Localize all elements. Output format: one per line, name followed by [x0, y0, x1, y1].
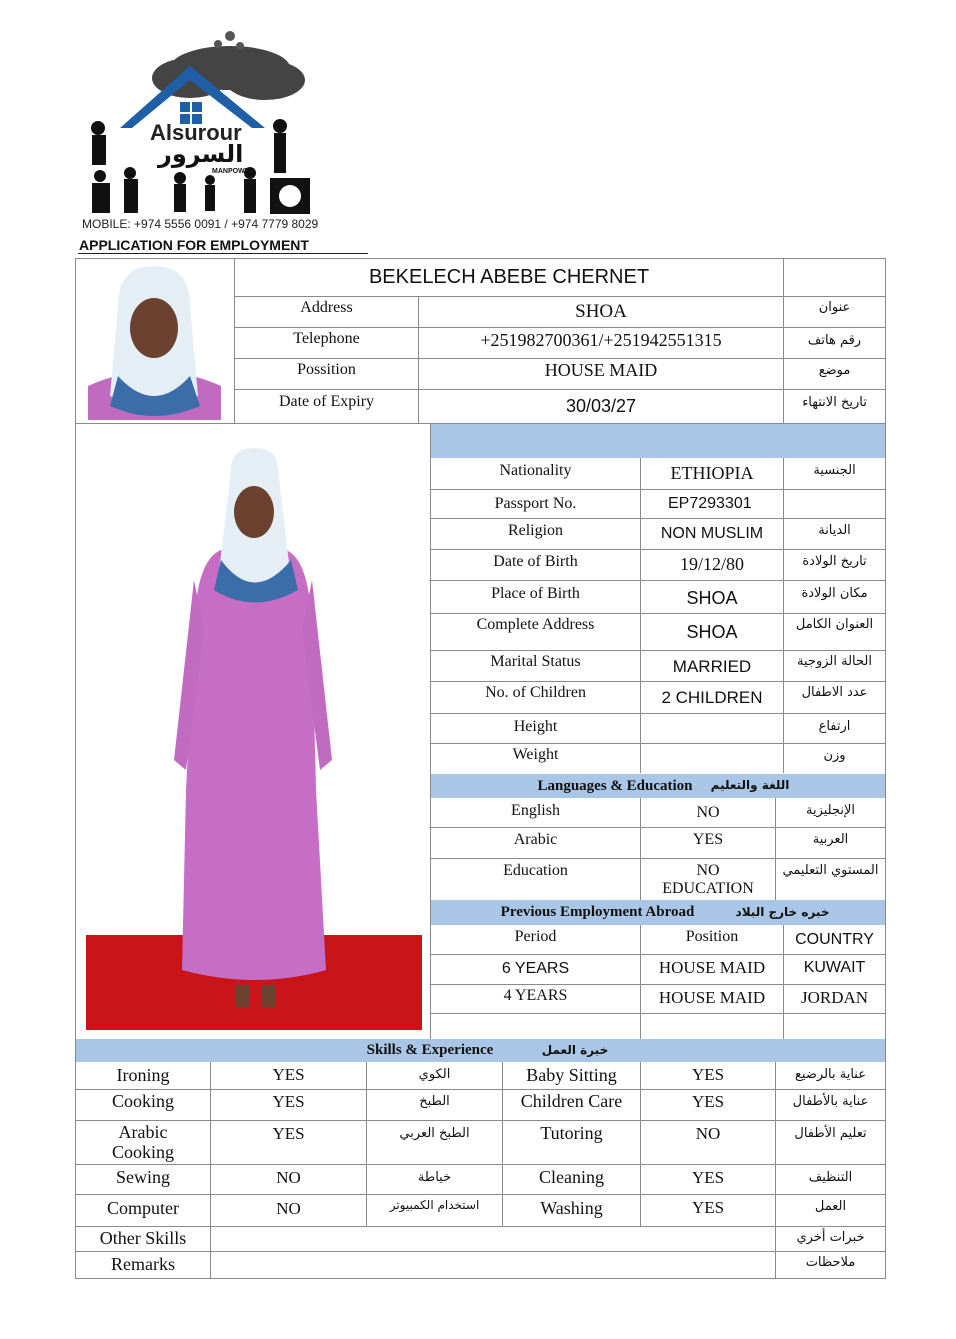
skill-arabic-cooking-value: YES	[272, 1123, 305, 1143]
skill-sewing-label: Sewing	[116, 1167, 170, 1188]
children-label-ar: عدد الاطفال	[801, 684, 868, 700]
address-label: Address	[300, 299, 353, 317]
employment-country-2: JORDAN	[800, 987, 869, 1007]
skill-computer-label: Computer	[107, 1198, 179, 1219]
form-title: APPLICATION FOR EMPLOYMENT	[79, 237, 309, 253]
weight-value	[641, 743, 783, 773]
education-value: NO EDUCATION	[662, 862, 754, 897]
logo-text-en: Alsurour	[150, 120, 242, 145]
full-body-photo	[86, 430, 422, 1030]
children-label: No. of Children	[485, 684, 586, 702]
languages-title: Languages & Education	[537, 777, 693, 794]
skill-sewing-ar: خياطة	[417, 1169, 452, 1185]
personal-header-band	[431, 424, 885, 458]
skill-tutoring-value: NO	[695, 1123, 721, 1143]
religion-label-ar: الديانة	[818, 522, 851, 538]
employment-position-1: HOUSE MAID	[658, 957, 766, 977]
period-header: Period	[514, 928, 557, 946]
skill-arabic-cooking-label: Arabic Cooking	[112, 1122, 175, 1162]
skill-computer-ar: استخدام الكمبيوتر	[389, 1198, 480, 1213]
skill-babysitting-label: Baby Sitting	[526, 1064, 617, 1085]
skill-babysitting-ar: عناية بالرضيع	[795, 1067, 866, 1083]
position-header: Position	[685, 928, 739, 946]
employment-country-1: KUWAIT	[803, 959, 866, 977]
skill-tutoring-ar: تعليم الأطفال	[794, 1125, 867, 1141]
skills-title: Skills & Experience	[366, 1042, 494, 1059]
skill-cooking-value: YES	[272, 1091, 305, 1111]
skill-ironing-ar: الكوي	[418, 1067, 451, 1083]
telephone-label-ar: رقم هاتف	[807, 332, 862, 348]
dob-label-ar: تاريخ الولادة	[802, 553, 867, 569]
employment-title-ar: خبره خارج البلاد	[735, 904, 830, 919]
address-label-ar: عنوان	[818, 299, 851, 315]
height-value	[641, 713, 783, 743]
mobile-numbers: MOBILE: +974 5556 0091 / +974 7779 8029	[82, 217, 319, 231]
company-logo	[80, 28, 370, 220]
skill-arabic-cooking-ar: الطبخ العربي	[399, 1125, 470, 1141]
address-value: SHOA	[575, 301, 627, 323]
weight-label-ar: وزن	[823, 747, 846, 763]
arabic-label: Arabic	[513, 831, 558, 849]
skill-ironing-label: Ironing	[116, 1064, 170, 1085]
country-header: COUNTRY	[795, 930, 874, 948]
position-label-ar: موضع	[818, 362, 851, 378]
marital-value: MARRIED	[672, 656, 752, 676]
position-label: Possition	[297, 361, 356, 379]
marital-label: Marital Status	[490, 653, 581, 671]
skill-childcare-value: YES	[691, 1091, 725, 1111]
other-skills-ar: خبرات أخري	[796, 1230, 865, 1246]
skill-cooking-label: Cooking	[111, 1091, 174, 1112]
skill-tutoring-label: Tutoring	[540, 1123, 603, 1144]
logo-text-ar: السرور	[158, 140, 244, 168]
dob-value: 19/12/80	[679, 553, 744, 574]
applicant-name: BEKELECH ABEBE CHERNET	[368, 266, 650, 288]
nationality-label-ar: الجنسية	[813, 462, 856, 478]
pob-label-ar: مكان الولادة	[801, 585, 868, 601]
portrait-photo	[88, 266, 221, 420]
height-label-ar: ارتفاع	[818, 718, 851, 734]
children-value: 2 CHILDREN	[661, 688, 763, 708]
english-label: English	[511, 802, 560, 820]
marital-label-ar: الحالة الزوجية	[797, 653, 872, 669]
skill-cleaning-value: YES	[691, 1167, 725, 1187]
dob-label: Date of Birth	[493, 553, 578, 571]
arabic-value: YES	[692, 831, 724, 849]
skill-cleaning-label: Cleaning	[539, 1167, 604, 1188]
remarks-label: Remarks	[111, 1253, 175, 1274]
religion-value: NON MUSLIM	[660, 524, 764, 542]
employment-title: Previous Employment Abroad	[500, 904, 695, 921]
education-label-ar: المستوي التعليمي	[782, 862, 879, 878]
passport-value: EP7293301	[668, 494, 752, 512]
skill-childcare-label: Children Care	[520, 1091, 623, 1112]
skill-ironing-value: YES	[272, 1065, 305, 1085]
nationality-label: Nationality	[499, 462, 572, 480]
expiry-value: 30/03/27	[565, 396, 637, 417]
logo-subtitle: MANPOWER	[212, 168, 255, 175]
employment-period-2: 4 YEARS	[503, 987, 568, 1005]
pob-label: Place of Birth	[491, 585, 580, 603]
english-value: NO	[696, 803, 720, 821]
expiry-label-ar: تاريخ الانتهاء	[802, 394, 867, 410]
arabic-label-ar: العربية	[812, 831, 849, 847]
religion-label: Religion	[507, 522, 564, 540]
pob-value: SHOA	[686, 588, 738, 609]
languages-title-ar: اللغة والتعليم	[710, 778, 790, 793]
skill-washing-label: Washing	[540, 1198, 603, 1219]
skill-babysitting-value: YES	[691, 1065, 725, 1085]
skill-washing-ar: العمل	[814, 1198, 847, 1214]
skill-cleaning-ar: التنظيف	[808, 1169, 853, 1185]
skill-cooking-ar: الطبخ	[419, 1093, 450, 1109]
skill-washing-value: YES	[691, 1197, 725, 1217]
telephone-label: Telephone	[293, 330, 360, 348]
telephone-value: +251982700361/+251942551315	[480, 330, 722, 351]
passport-label: Passport No.	[494, 494, 577, 512]
height-label: Height	[513, 718, 558, 736]
weight-label: Weight	[512, 746, 559, 764]
address-full-label: Complete Address	[476, 616, 595, 634]
education-label: Education	[503, 862, 568, 880]
skills-title-ar: خبرة العمل	[541, 1042, 609, 1057]
nationality-value: ETHIOPIA	[670, 462, 754, 483]
english-label-ar: الإنجليزية	[805, 802, 856, 818]
position-value: HOUSE MAID	[544, 360, 658, 381]
other-skills-label: Other Skills	[99, 1227, 187, 1248]
expiry-label: Date of Expiry	[278, 393, 375, 411]
address-full-value: SHOA	[686, 622, 738, 643]
skill-sewing-value: NO	[276, 1167, 301, 1187]
address-full-label-ar: العنوان الكامل	[795, 616, 874, 632]
employment-period-1: 6 YEARS	[501, 960, 570, 978]
skill-childcare-ar: عناية بالأطفال	[792, 1093, 869, 1109]
skill-computer-value: NO	[276, 1198, 301, 1218]
employment-position-2: HOUSE MAID	[658, 987, 766, 1007]
remarks-ar: ملاحظات	[805, 1254, 856, 1270]
